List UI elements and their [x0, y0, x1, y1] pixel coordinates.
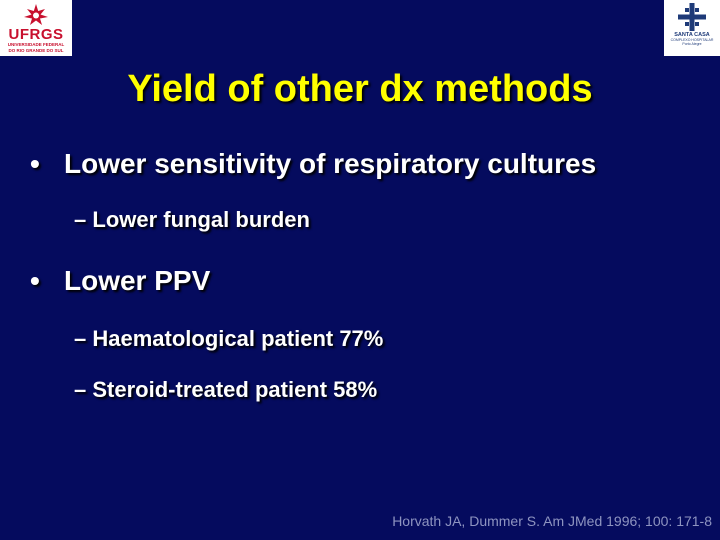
sub-bullet-text: Lower fungal burden — [92, 207, 310, 232]
ufrgs-logo — [0, 0, 72, 56]
ufrgs-emblem-icon — [21, 3, 51, 27]
santa-casa-logo — [664, 0, 720, 56]
bullet-text: Lower sensitivity of respiratory cultures — [64, 148, 597, 179]
santa-casa-logo-wordmark: SANTA CASA — [674, 32, 710, 38]
bullet-marker: • — [30, 148, 40, 179]
sub-bullet-marker: – — [74, 207, 87, 232]
bullet-item — [30, 264, 210, 298]
ufrgs-logo-line-1: UNIVERSIDADE FEDERAL — [7, 42, 65, 47]
sub-bullet-item — [74, 325, 383, 353]
bullet-item — [30, 147, 596, 181]
sub-bullet-marker: – — [74, 326, 87, 351]
sub-bullet-item — [74, 376, 377, 404]
sub-bullet-text: Haematological patient 77% — [92, 326, 384, 351]
santa-casa-cross-icon — [677, 3, 707, 31]
bullet-marker: • — [30, 265, 40, 296]
ufrgs-logo-line-2: DO RIO GRANDE DO SUL — [8, 47, 64, 53]
bullet-text: Lower PPV — [64, 265, 211, 296]
santa-casa-logo-line-1: COMPLEXO HOSPITALAR — [670, 38, 714, 42]
slide-title: Yield of other dx methods — [127, 68, 593, 110]
ufrgs-logo-wordmark: UFRGS — [8, 26, 64, 43]
sub-bullet-marker: – — [74, 377, 87, 402]
sub-bullet-text: Steroid-treated patient 58% — [92, 377, 378, 402]
santa-casa-logo-line-2: Porto Alegre — [682, 42, 702, 46]
sub-bullet-item — [74, 206, 310, 234]
citation: Horvath JA, Dummer S. Am JMed 1996; 100: 171-8 — [392, 513, 712, 529]
